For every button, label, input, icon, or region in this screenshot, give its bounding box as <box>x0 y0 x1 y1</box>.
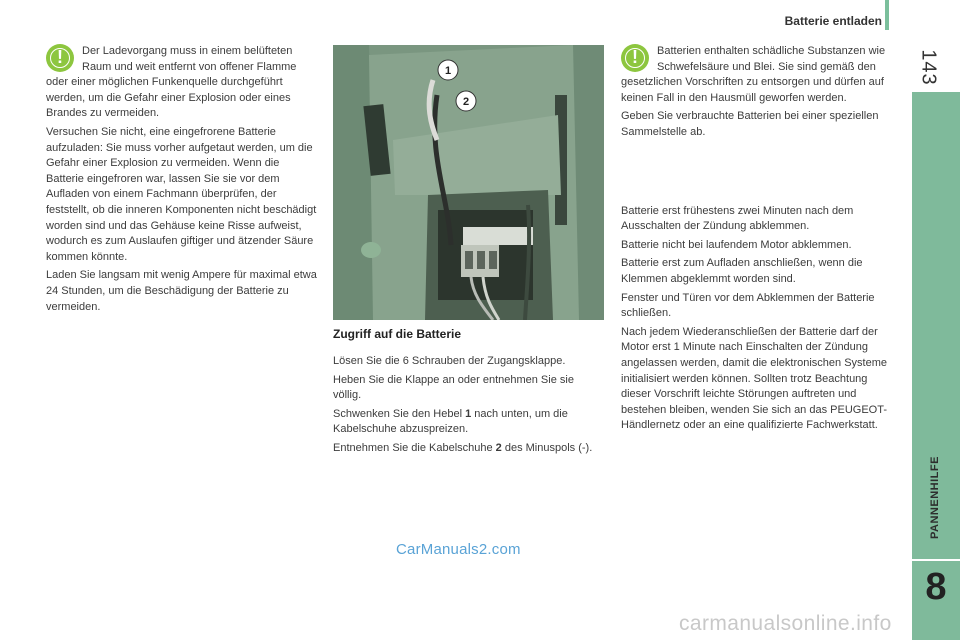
spacer <box>621 144 893 204</box>
warning-paragraph: ! Der Ladevorgang muss in einem belüfteten Raum und weit entfernt von offener Flamme oder einer möglichen Funkenquelle durchgeführt werden, um die Gefahr einer Explosion oder eines Brandes zu vermeiden. <box>46 45 297 120</box>
access-section-heading: Zugriff auf die Batterie <box>333 327 462 341</box>
header-rule <box>885 0 889 30</box>
chapter-number: 8 <box>925 566 947 608</box>
callout-1-label: 1 <box>444 65 452 77</box>
slow-charge-paragraph: Laden Sie langsam mit wenig Ampere für maximal etwa 24 Stunden, um die Beschädigung der Batterie zu vermeiden. <box>46 269 317 313</box>
chapter-name: PANNENHILFE <box>929 456 941 539</box>
callout-2-label: 2 <box>462 96 470 108</box>
engine-running-paragraph: Batterie nicht bei laufendem Motor abklemmen. <box>621 238 852 251</box>
instruction-flap: Heben Sie die Klappe an oder entnehmen Sie sie völlig. <box>333 373 574 402</box>
page-number: 143 <box>917 49 940 86</box>
frozen-battery-paragraph: Versuchen Sie nicht, eine eingefrorene Batterie aufzuladen: Sie muss vorher aufgetaut werden, um die Gefahr einer Explosion zu vermeiden. Wenn die Batterie eingefroren war, lassen Sie sie vor dem Aufladen von einem Fachmann überprüfen, der feststellt, ob die inneren Komponenten nicht beschädigt worden sind und das Gehäuse keine Risse aufweist, wodurch es zum Auslaufen giftiger und ätzender Säure kommen könnte. <box>46 125 317 263</box>
reinitialisation-paragraph: Nach jedem Wiederanschließen der Batterie darf der Motor erst 1 Minute nach Einschalten der Zündung angelassen werden, damit die elektronischen Systeme initialisiert werden können. Sollten trotz Beachtung dieser Vorschrift leichte Störungen auftreten und bestehen bleiben, wenden Sie sich an das PEUGEOT-Händlernetz oder an eine qualifizierte Fachwerkstatt. <box>621 325 887 432</box>
page-header-title: Batterie entladen <box>784 14 882 28</box>
charging-warning-column <box>46 44 318 318</box>
warning-icon: ! <box>46 44 74 72</box>
side-tab-divider <box>912 559 960 561</box>
instruction-cable-lugs: Entnehmen Sie die Kabelschuhe 2 des Minuspols (-). <box>333 441 593 454</box>
battery-access-photo <box>333 45 604 320</box>
disposal-warning-paragraph: ! Batterien enthalten schädliche Substanzen wie Schwefelsäure und Blei. Sie sind gemäß den gesetzlichen Vorschriften zu entsorgen und dürfen auf keinen Fall in den Hausmüll geworfen werden. <box>621 45 886 104</box>
warning-icon: ! <box>621 44 649 72</box>
collection-point-paragraph: Geben Sie verbrauchte Batterien bei einer speziellen Sammelstelle ab. <box>621 110 879 138</box>
chapter-side-tab <box>912 92 960 640</box>
instruction-lever: Schwenken Sie den Hebel 1 nach unten, um die Kabelschuhe abzuspreizen. <box>333 407 568 436</box>
carmanualsonline-watermark: carmanualsonline.info <box>679 612 892 635</box>
battery-access-instructions <box>333 354 605 460</box>
instruction-screws: Lösen Sie die 6 Schrauben der Zugangsklappe. <box>333 355 566 367</box>
disconnect-delay-paragraph: Batterie erst frühestens zwei Minuten nach dem Ausschalten der Zündung abklemmen. <box>621 204 854 233</box>
disposal-and-disconnect-column <box>621 44 893 437</box>
carmanuals-watermark[interactable]: CarManuals2.com <box>396 541 521 558</box>
reconnect-paragraph: Batterie erst zum Aufladen anschließen, wenn die Klemmen abgeklemmt worden sind. <box>621 257 863 285</box>
windows-doors-paragraph: Fenster und Türen vor dem Abklemmen der Batterie schließen. <box>621 291 875 320</box>
